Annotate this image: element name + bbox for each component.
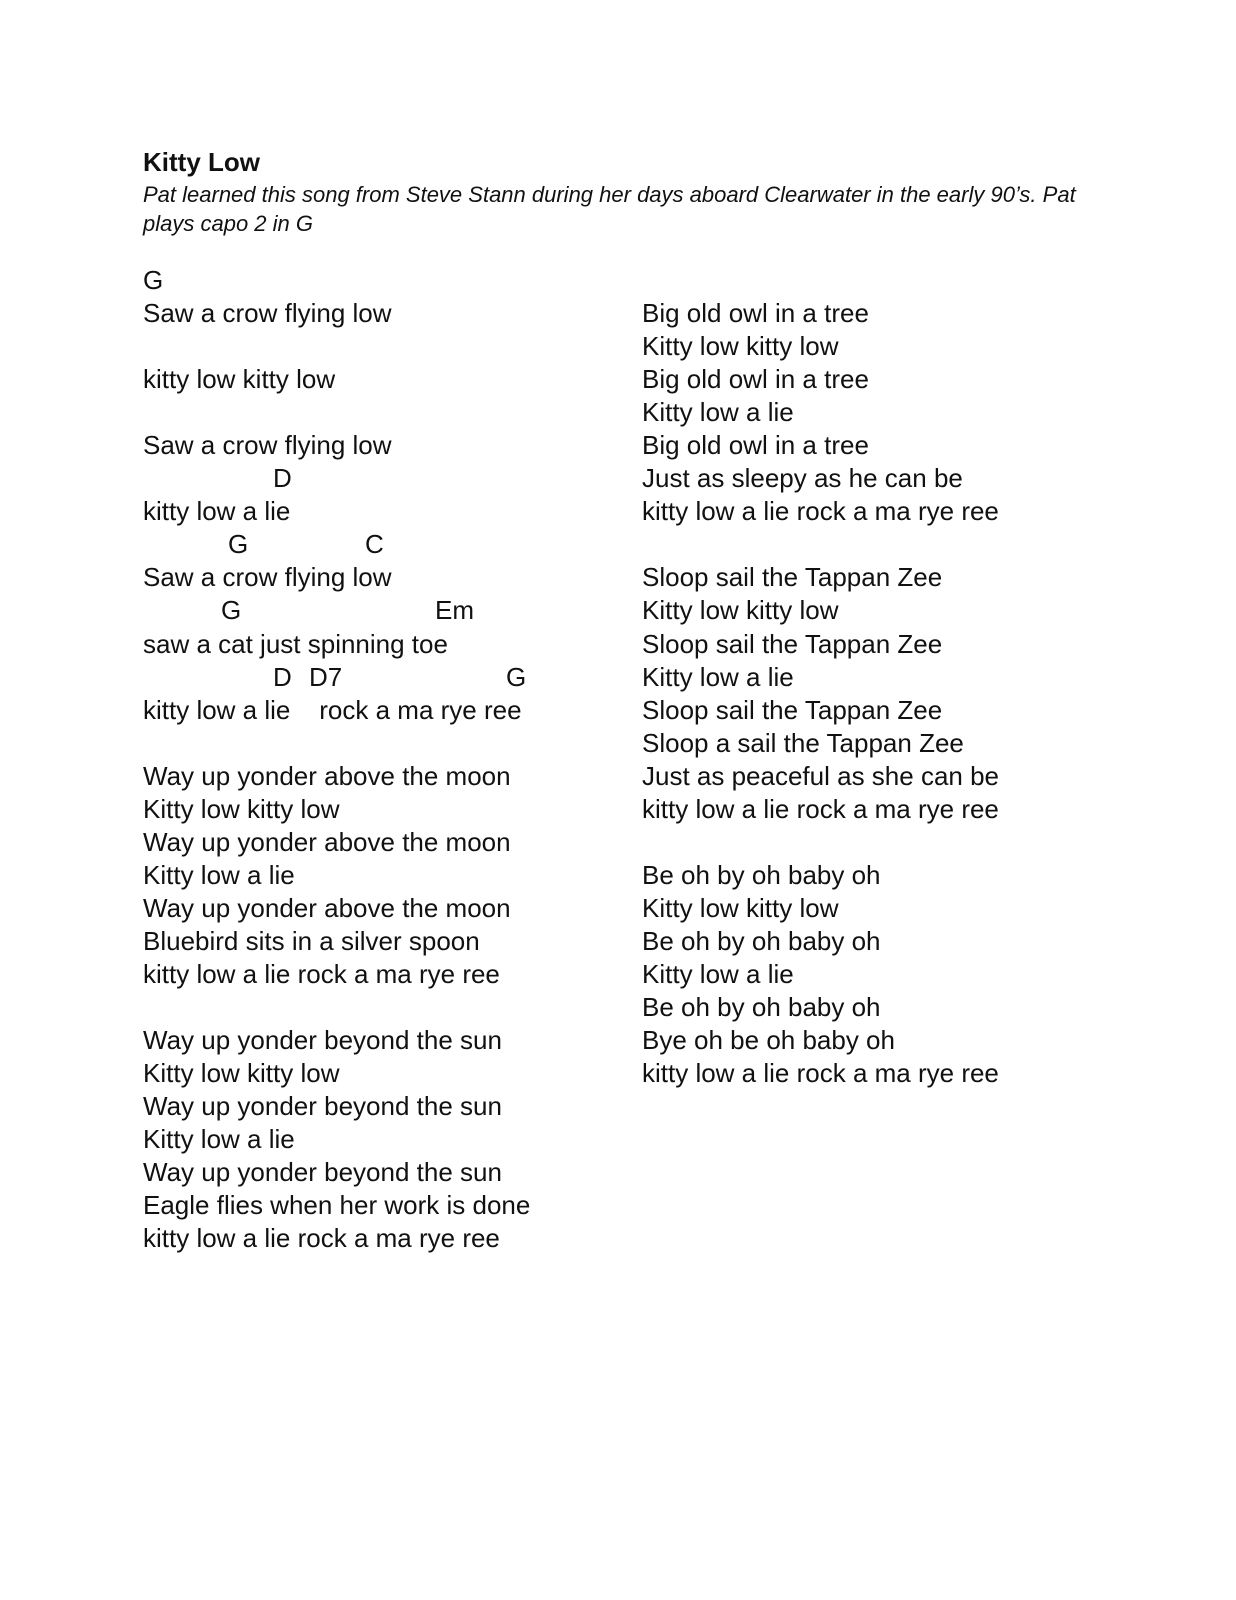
lyric-line: Way up yonder beyond the sun <box>143 1025 502 1056</box>
chord-symbol: G <box>228 529 249 560</box>
chord-line <box>143 462 613 495</box>
lyric-line: Kitty low a lie <box>143 1124 295 1155</box>
lyric-line: Kitty low a lie <box>642 397 794 428</box>
lyric-line: Big old owl in a tree <box>642 298 869 329</box>
lyric-line: saw a cat just spinning toe <box>143 628 448 659</box>
right-column <box>642 264 1112 1090</box>
stanza-break <box>143 330 613 363</box>
lyric-line: Be oh by oh baby oh <box>642 925 881 956</box>
stanza-break <box>642 528 1112 561</box>
stanza-break <box>143 727 613 760</box>
lyric-line: Be oh by oh baby oh <box>642 859 881 890</box>
chord-line <box>143 528 613 561</box>
stanza-break <box>143 396 613 429</box>
lyric-line: Way up yonder above the moon <box>143 892 511 923</box>
lyric-line: Bluebird sits in a silver spoon <box>143 925 480 956</box>
lyric-line: kitty low a lie rock a ma rye ree <box>642 793 999 824</box>
lyric-line: Bye oh be oh baby oh <box>642 1025 895 1056</box>
left-column <box>143 264 613 1255</box>
lyric-line: kitty low a lie rock a ma rye ree <box>642 1058 999 1089</box>
stanza-break <box>642 264 1112 297</box>
lyric-line: Kitty low a lie <box>143 859 295 890</box>
chord-symbol: Em <box>435 595 474 626</box>
chord-symbol: G <box>143 265 164 295</box>
lyric-line: Kitty low kitty low <box>642 331 839 362</box>
lyric-line: Way up yonder above the moon <box>143 760 511 791</box>
lyric-line: Sloop sail the Tappan Zee <box>642 628 943 659</box>
lyric-line: Be oh by oh baby oh <box>642 992 881 1023</box>
lyric-line: Way up yonder beyond the sun <box>143 1091 502 1122</box>
lyric-line: Eagle flies when her work is done <box>143 1190 531 1221</box>
lyric-line: Kitty low a lie <box>642 958 794 989</box>
lyric-line: kitty low a lie rock a ma rye ree <box>143 694 522 725</box>
lyric-line: Sloop a sail the Tappan Zee <box>642 727 964 758</box>
chord-symbol: D <box>273 463 292 494</box>
lyric-line: Saw a crow flying low <box>143 562 392 593</box>
lyric-line: Way up yonder beyond the sun <box>143 1157 502 1188</box>
lyric-line: Just as sleepy as he can be <box>642 463 963 494</box>
lyric-line: Big old owl in a tree <box>642 430 869 461</box>
lyric-line: kitty low a lie rock a ma rye ree <box>143 958 500 989</box>
lyric-line: Saw a crow flying low <box>143 430 392 461</box>
chord-symbol: D <box>273 661 292 692</box>
lyric-line: Saw a crow flying low <box>143 298 392 329</box>
lyric-line: Kitty low kitty low <box>143 793 340 824</box>
song-title: Kitty Low <box>143 147 260 177</box>
chord-line <box>143 264 613 297</box>
chord-line <box>143 594 613 627</box>
lyric-line: Just as peaceful as she can be <box>642 760 1000 791</box>
lyric-line: Big old owl in a tree <box>642 364 869 395</box>
chord-symbol: G <box>221 595 242 626</box>
chord-symbol: D7 <box>309 661 343 692</box>
stanza-break <box>143 991 613 1024</box>
song-header <box>143 146 1103 238</box>
chord-symbol: G <box>506 661 527 692</box>
lyric-line: Kitty low kitty low <box>143 1058 340 1089</box>
lyric-line: kitty low kitty low <box>143 364 336 395</box>
lyric-line: Kitty low a lie <box>642 661 794 692</box>
lyric-line: Kitty low kitty low <box>642 892 839 923</box>
stanza-break <box>642 826 1112 859</box>
chord-symbol: C <box>365 529 384 560</box>
lyric-line: kitty low a lie <box>143 496 291 527</box>
lyric-line: Sloop sail the Tappan Zee <box>642 694 943 725</box>
chord-line <box>143 661 613 694</box>
lyric-line: Way up yonder above the moon <box>143 826 511 857</box>
lyric-line: Sloop sail the Tappan Zee <box>642 562 943 593</box>
song-note: Pat learned this song from Steve Stann during her days aboard Clearwater in the early 90’s. Pat plays capo 2 in G <box>143 182 1076 236</box>
lyric-line: Kitty low kitty low <box>642 595 839 626</box>
lyric-line: kitty low a lie rock a ma rye ree <box>143 1223 500 1254</box>
lyric-line: kitty low a lie rock a ma rye ree <box>642 496 999 527</box>
